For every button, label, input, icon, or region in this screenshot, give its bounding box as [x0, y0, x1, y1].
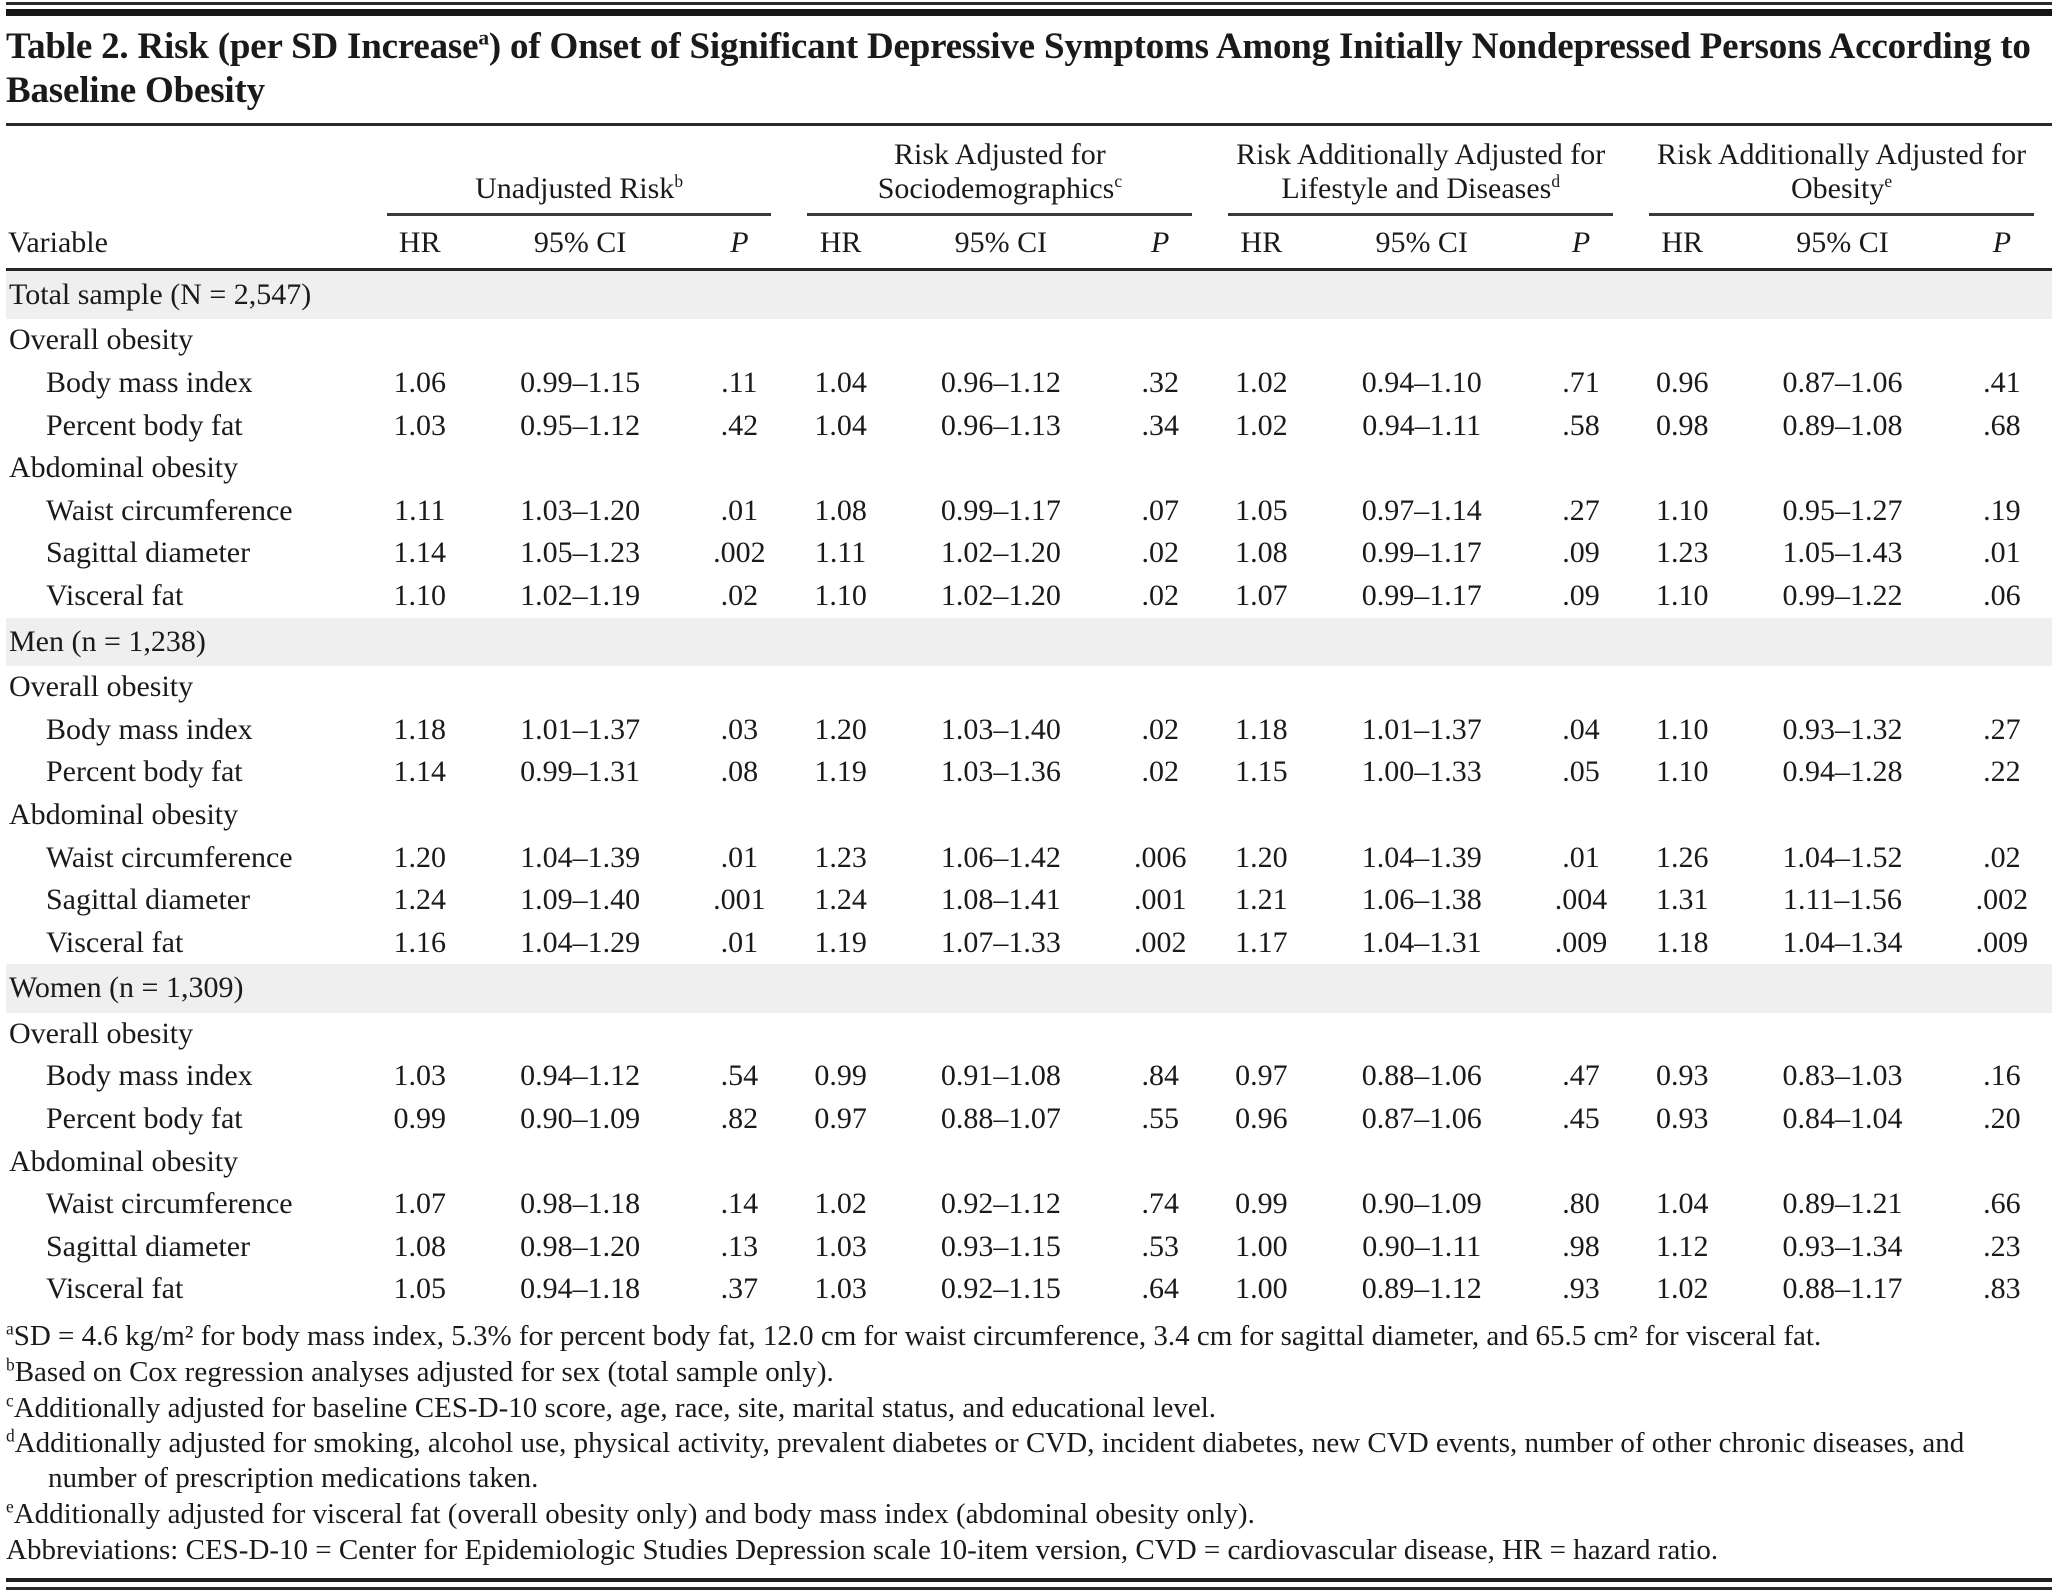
- column-header-p: P: [1531, 216, 1631, 270]
- subsection-header-row: [6, 319, 2052, 362]
- p-cell: .93: [1562, 1272, 1600, 1306]
- hr-cell: 1.07: [1235, 578, 1288, 612]
- p-cell: .01: [1983, 536, 2021, 570]
- column-header-hr: HR: [789, 216, 891, 270]
- hr-cell: 0.98: [1655, 408, 1709, 442]
- p-cell: .002: [1975, 883, 2029, 917]
- variable-label: Body mass index: [46, 712, 253, 746]
- ci-cell: 0.94–1.10: [1361, 365, 1482, 399]
- column-header-hr: HR: [1210, 216, 1312, 270]
- hr-cell: 1.21: [1235, 883, 1288, 917]
- ci-cell: 1.04–1.31: [1361, 925, 1482, 959]
- column-header-row: [6, 216, 2052, 270]
- p-cell: .006: [1133, 840, 1187, 874]
- column-header-variable: Variable: [6, 216, 369, 270]
- column-group-footnote-marker: e: [1884, 171, 1893, 192]
- subsection-label: Abdominal obesity: [9, 797, 239, 831]
- p-cell: .001: [713, 883, 766, 917]
- p-cell: .82: [720, 1102, 759, 1136]
- ci-cell: 1.06–1.38: [1361, 883, 1482, 917]
- hr-cell: 1.03: [814, 1229, 867, 1263]
- footnote-marker: c: [6, 1389, 14, 1410]
- p-cell: .34: [1141, 408, 1179, 442]
- ci-cell: 1.11–1.56: [1783, 883, 1902, 917]
- p-cell: .23: [1983, 1229, 2021, 1263]
- subsection-header-row: [6, 447, 2052, 490]
- abbreviations-note: [6, 1533, 2052, 1568]
- ci-cell: 0.87–1.06: [1361, 1102, 1482, 1136]
- p-cell: .002: [713, 536, 766, 570]
- p-cell: .13: [720, 1229, 759, 1263]
- footnote-text: Additionally adjusted for smoking, alcohol use, physical activity, prevalent diabetes or CVD, incident diabetes, new CVD events, number of other chronic diseases, and number of prescription medications taken.: [14, 1427, 1965, 1495]
- ci-cell: 1.04–1.34: [1782, 925, 1903, 959]
- ci-cell: 0.84–1.04: [1782, 1102, 1903, 1136]
- ci-cell: 0.93–1.34: [1782, 1229, 1903, 1263]
- risk-table: [6, 126, 2052, 1311]
- footnote-text: Additionally adjusted for baseline CES-D-10 score, age, race, site, marital status, and educational level.: [13, 1391, 1217, 1424]
- ci-cell: 0.90–1.09: [520, 1102, 641, 1136]
- hr-cell: 1.10: [1655, 578, 1709, 612]
- p-cell: .20: [1983, 1102, 2021, 1136]
- data-row: [6, 575, 2052, 618]
- p-cell: .01: [720, 493, 759, 527]
- hr-cell: 1.05: [1235, 493, 1288, 527]
- footnote-text: Based on Cox regression analyses adjusted for sex (total sample only).: [14, 1355, 834, 1388]
- ci-cell: 0.96–1.13: [940, 408, 1061, 442]
- ci-cell: 1.02–1.19: [520, 578, 641, 612]
- p-cell: .03: [720, 712, 759, 746]
- column-group-footnote-marker: d: [1551, 171, 1561, 192]
- variable-label: Percent body fat: [46, 755, 243, 789]
- p-cell: .07: [1141, 493, 1179, 527]
- hr-cell: 1.24: [814, 883, 867, 917]
- data-row: [6, 490, 2052, 533]
- ci-cell: 0.96–1.12: [940, 365, 1061, 399]
- ci-cell: 0.99–1.31: [520, 755, 641, 789]
- hr-cell: 1.10: [1655, 755, 1709, 789]
- p-cell: .01: [720, 925, 759, 959]
- data-row: [6, 405, 2052, 448]
- top-rule-thin: [6, 2, 2052, 5]
- p-cell: .04: [1562, 712, 1600, 746]
- p-cell: .27: [1983, 712, 2021, 746]
- variable-label: Sagittal diameter: [46, 1229, 251, 1263]
- hr-cell: 1.10: [1655, 493, 1709, 527]
- data-row: [6, 1183, 2052, 1226]
- hr-cell: 1.03: [393, 1059, 447, 1093]
- hr-cell: 1.06: [393, 365, 447, 399]
- p-cell: .66: [1983, 1187, 2021, 1221]
- p-cell: .002: [1133, 925, 1187, 959]
- hr-cell: 0.99: [1235, 1187, 1288, 1221]
- hr-cell: 0.99: [393, 1102, 447, 1136]
- subsection-label: Overall obesity: [9, 323, 194, 357]
- p-cell: .53: [1141, 1229, 1179, 1263]
- hr-cell: 1.08: [393, 1229, 447, 1263]
- hr-cell: 0.93: [1655, 1059, 1709, 1093]
- subsection-label: Abdominal obesity: [9, 451, 239, 485]
- ci-cell: 0.94–1.12: [520, 1059, 641, 1093]
- hr-cell: 1.00: [1235, 1229, 1288, 1263]
- column-group-obesity: [1631, 126, 2052, 216]
- p-cell: .27: [1562, 493, 1600, 527]
- section-label: Men (n = 1,238): [6, 618, 2052, 667]
- p-cell: .55: [1141, 1102, 1179, 1136]
- hr-cell: 1.02: [1655, 1272, 1709, 1306]
- top-rule-thick: [6, 9, 2052, 16]
- p-cell: .37: [720, 1272, 759, 1306]
- hr-cell: 1.03: [814, 1272, 867, 1306]
- footnote-marker: d: [6, 1425, 15, 1446]
- variable-label: Waist circumference: [46, 1187, 293, 1221]
- ci-cell: 0.91–1.08: [940, 1059, 1061, 1093]
- column-group-label: Risk Additionally Adjusted for Obesity: [1656, 137, 2027, 206]
- hr-cell: 1.04: [814, 408, 867, 442]
- footnote-marker: e: [6, 1496, 14, 1517]
- ci-cell: 0.90–1.11: [1362, 1229, 1482, 1263]
- hr-cell: 1.23: [1655, 536, 1709, 570]
- footnote-text: SD = 4.6 kg/m² for body mass index, 5.3% for percent body fat, 12.0 cm for waist circumference, 3.4 cm for sagittal diameter, and 65.5 cm² for visceral fat.: [13, 1320, 1822, 1353]
- hr-cell: 1.10: [393, 578, 447, 612]
- p-cell: .001: [1133, 883, 1187, 917]
- ci-cell: 0.90–1.09: [1361, 1187, 1482, 1221]
- ci-cell: 0.94–1.28: [1782, 755, 1903, 789]
- data-row: [6, 1268, 2052, 1311]
- p-cell: .02: [1141, 712, 1179, 746]
- ci-cell: 1.01–1.37: [1361, 712, 1482, 746]
- p-cell: .02: [1141, 536, 1179, 570]
- p-cell: .06: [1983, 578, 2021, 612]
- ci-cell: 0.93–1.32: [1782, 712, 1903, 746]
- ci-cell: 1.04–1.39: [520, 840, 641, 874]
- hr-cell: 1.18: [1235, 712, 1288, 746]
- ci-cell: 0.89–1.21: [1782, 1187, 1903, 1221]
- hr-cell: 0.96: [1235, 1102, 1288, 1136]
- p-cell: .01: [1562, 840, 1600, 874]
- variable-label: Sagittal diameter: [46, 883, 251, 917]
- hr-cell: 1.05: [393, 1272, 447, 1306]
- p-cell: .32: [1141, 365, 1179, 399]
- ci-cell: 1.02–1.20: [940, 578, 1061, 612]
- variable-label: Sagittal diameter: [46, 536, 251, 570]
- footnotes: [6, 1319, 2052, 1568]
- data-row: [6, 922, 2052, 965]
- data-row: [6, 709, 2052, 752]
- section-header-row: [6, 618, 2052, 667]
- data-row: [6, 532, 2052, 575]
- subsection-header-row: [6, 794, 2052, 837]
- p-cell: .11: [721, 365, 758, 399]
- data-row: [6, 362, 2052, 405]
- hr-cell: 1.04: [814, 365, 867, 399]
- hr-cell: 0.96: [1655, 365, 1709, 399]
- column-header-hr: HR: [1631, 216, 1733, 270]
- subsection-label: Overall obesity: [9, 1016, 194, 1050]
- p-cell: .42: [720, 408, 759, 442]
- hr-cell: 1.23: [814, 840, 867, 874]
- ci-cell: 1.04–1.29: [520, 925, 641, 959]
- data-row: [6, 1098, 2052, 1141]
- hr-cell: 1.20: [814, 712, 867, 746]
- ci-cell: 0.95–1.27: [1782, 493, 1903, 527]
- section-header-row: [6, 269, 2052, 319]
- hr-cell: 1.02: [1235, 408, 1288, 442]
- table-body: [6, 269, 2052, 1311]
- ci-cell: 0.92–1.15: [940, 1272, 1061, 1306]
- column-group-label: Unadjusted Risk: [475, 172, 675, 206]
- hr-cell: 0.97: [814, 1102, 867, 1136]
- p-cell: .14: [720, 1187, 759, 1221]
- ci-cell: 0.99–1.22: [1782, 578, 1903, 612]
- ci-cell: 1.04–1.39: [1361, 840, 1482, 874]
- section-label: Total sample (N = 2,547): [6, 269, 2052, 319]
- variable-label: Waist circumference: [46, 493, 293, 527]
- ci-cell: 0.95–1.12: [520, 408, 641, 442]
- column-group-unadjusted: [369, 126, 790, 216]
- hr-cell: 1.02: [1235, 365, 1288, 399]
- p-cell: .68: [1983, 408, 2021, 442]
- p-cell: .45: [1562, 1102, 1600, 1136]
- p-cell: .74: [1141, 1187, 1179, 1221]
- ci-cell: 1.04–1.52: [1782, 840, 1903, 874]
- data-row: [6, 837, 2052, 880]
- paper-table-figure: [0, 2, 2058, 1566]
- variable-column-spacer: [6, 126, 369, 216]
- p-cell: .58: [1562, 408, 1600, 442]
- subsection-header-row: [6, 666, 2052, 709]
- p-cell: .02: [1141, 578, 1179, 612]
- hr-cell: 1.20: [393, 840, 447, 874]
- variable-label: Visceral fat: [46, 1272, 184, 1306]
- column-group-lifestyle-diseases: [1210, 126, 1631, 216]
- p-cell: .009: [1554, 925, 1608, 959]
- p-cell: .08: [720, 755, 759, 789]
- p-cell: .71: [1562, 365, 1600, 399]
- data-row: [6, 1226, 2052, 1269]
- ci-cell: 0.97–1.14: [1361, 493, 1482, 527]
- hr-cell: 1.19: [814, 925, 867, 959]
- subsection-header-row: [6, 1013, 2052, 1056]
- ci-cell: 0.98–1.20: [520, 1229, 641, 1263]
- hr-cell: 1.08: [1235, 536, 1288, 570]
- column-header-ci: 95% CI: [1312, 216, 1530, 270]
- ci-cell: 0.94–1.18: [520, 1272, 641, 1306]
- hr-cell: 1.14: [393, 536, 447, 570]
- variable-label: Body mass index: [46, 365, 253, 399]
- subsection-label: Overall obesity: [9, 670, 194, 704]
- ci-cell: 0.99–1.17: [940, 493, 1061, 527]
- hr-cell: 1.18: [1655, 925, 1709, 959]
- p-cell: .02: [1141, 755, 1179, 789]
- ci-cell: 1.00–1.33: [1361, 755, 1482, 789]
- table-title: [6, 25, 2052, 114]
- hr-cell: 1.12: [1655, 1229, 1709, 1263]
- hr-cell: 1.17: [1235, 925, 1288, 959]
- subsection-label: Abdominal obesity: [9, 1144, 239, 1178]
- ci-cell: 1.01–1.37: [520, 712, 641, 746]
- variable-label: Percent body fat: [46, 408, 243, 442]
- p-cell: .009: [1975, 925, 2029, 959]
- section-header-row: [6, 964, 2052, 1013]
- ci-cell: 1.03–1.20: [520, 493, 641, 527]
- column-header-ci: 95% CI: [471, 216, 689, 270]
- p-cell: .09: [1562, 536, 1600, 570]
- hr-cell: 1.10: [1655, 712, 1709, 746]
- hr-cell: 1.19: [814, 755, 867, 789]
- hr-cell: 1.15: [1235, 755, 1288, 789]
- hr-cell: 1.11: [814, 536, 867, 570]
- variable-label: Body mass index: [46, 1059, 253, 1093]
- hr-cell: 1.08: [814, 493, 867, 527]
- p-cell: .47: [1562, 1059, 1600, 1093]
- p-cell: .84: [1141, 1059, 1179, 1093]
- ci-cell: 0.89–1.08: [1782, 408, 1903, 442]
- column-group-label: Risk Adjusted for Sociodemographics: [877, 137, 1115, 206]
- table-title-text: Table 2. Risk (per SD Increase: [6, 26, 479, 67]
- p-cell: .01: [720, 840, 759, 874]
- column-group-footnote-marker: b: [674, 171, 684, 192]
- hr-cell: 0.99: [814, 1059, 867, 1093]
- hr-cell: 0.93: [1655, 1102, 1709, 1136]
- subsection-header-row: [6, 1141, 2052, 1184]
- hr-cell: 1.18: [393, 712, 447, 746]
- hr-cell: 1.02: [814, 1187, 867, 1221]
- ci-cell: 1.05–1.43: [1782, 536, 1903, 570]
- hr-cell: 1.07: [393, 1187, 447, 1221]
- ci-cell: 1.05–1.23: [520, 536, 641, 570]
- hr-cell: 0.97: [1235, 1059, 1288, 1093]
- table-title-rest: ) of Onset of Significant Depressive Symptoms Among Initially Nondepressed Persons According to Baseline Obesity: [6, 26, 2031, 112]
- hr-cell: 1.03: [393, 408, 447, 442]
- ci-cell: 0.99–1.17: [1361, 578, 1482, 612]
- hr-cell: 1.31: [1655, 883, 1709, 917]
- hr-cell: 1.26: [1655, 840, 1709, 874]
- data-row: [6, 1055, 2052, 1098]
- hr-cell: 1.20: [1235, 840, 1288, 874]
- bottom-rule-thick: [6, 1578, 2052, 1582]
- data-row: [6, 879, 2052, 922]
- p-cell: .83: [1983, 1272, 2021, 1306]
- column-group-sociodemographics: [789, 126, 1210, 216]
- column-group-label: Risk Additionally Adjusted for Lifestyle and Diseases: [1236, 137, 1606, 206]
- column-header-ci: 95% CI: [892, 216, 1110, 270]
- ci-cell: 0.87–1.06: [1782, 365, 1903, 399]
- column-group-footnote-marker: c: [1114, 171, 1123, 192]
- ci-cell: 1.07–1.33: [940, 925, 1061, 959]
- variable-label: Visceral fat: [46, 925, 184, 959]
- title-footnote-marker: a: [478, 25, 489, 50]
- footnote-b: [6, 1355, 2052, 1390]
- p-cell: .05: [1562, 755, 1600, 789]
- ci-cell: 0.99–1.15: [520, 365, 641, 399]
- ci-cell: 0.88–1.06: [1361, 1059, 1482, 1093]
- ci-cell: 1.08–1.41: [940, 883, 1061, 917]
- ci-cell: 0.98–1.18: [520, 1187, 641, 1221]
- footnote-marker: a: [6, 1318, 14, 1339]
- p-cell: .54: [720, 1059, 759, 1093]
- footnote-d: [6, 1426, 2052, 1496]
- footnote-text: Abbreviations: CES-D-10 = Center for Epidemiologic Studies Depression scale 10-item version, CVD = cardiovascular disease, HR = hazard ratio.: [6, 1533, 1719, 1566]
- p-cell: .19: [1983, 493, 2021, 527]
- column-header-ci: 95% CI: [1733, 216, 1951, 270]
- p-cell: .16: [1983, 1059, 2021, 1093]
- p-cell: .64: [1141, 1272, 1179, 1306]
- data-row: [6, 751, 2052, 794]
- p-cell: .02: [720, 578, 759, 612]
- ci-cell: 1.06–1.42: [940, 840, 1061, 874]
- ci-cell: 1.09–1.40: [520, 883, 641, 917]
- column-group-header-row: [6, 126, 2052, 216]
- column-header-p: P: [689, 216, 789, 270]
- p-cell: .80: [1562, 1187, 1600, 1221]
- p-cell: .22: [1983, 755, 2021, 789]
- hr-cell: 1.24: [393, 883, 447, 917]
- footnote-a: [6, 1319, 2052, 1354]
- hr-cell: 1.00: [1235, 1272, 1288, 1306]
- hr-cell: 1.14: [393, 755, 447, 789]
- hr-cell: 1.04: [1655, 1187, 1709, 1221]
- ci-cell: 1.02–1.20: [940, 536, 1061, 570]
- p-cell: .09: [1562, 578, 1600, 612]
- column-header-hr: HR: [369, 216, 471, 270]
- hr-cell: 1.16: [393, 925, 447, 959]
- variable-label: Waist circumference: [46, 840, 293, 874]
- section-label: Women (n = 1,309): [6, 964, 2052, 1013]
- variable-label: Visceral fat: [46, 578, 184, 612]
- hr-cell: 1.11: [394, 493, 446, 527]
- ci-cell: 1.03–1.40: [940, 712, 1061, 746]
- p-cell: .004: [1554, 883, 1608, 917]
- footnote-marker: b: [6, 1354, 15, 1375]
- p-cell: .02: [1983, 840, 2021, 874]
- column-header-p: P: [1110, 216, 1210, 270]
- ci-cell: 0.89–1.12: [1361, 1272, 1482, 1306]
- ci-cell: 1.03–1.36: [940, 755, 1061, 789]
- ci-cell: 0.93–1.15: [940, 1229, 1061, 1263]
- bottom-rule-thin: [6, 1587, 2052, 1590]
- ci-cell: 0.88–1.07: [940, 1102, 1061, 1136]
- hr-cell: 1.10: [814, 578, 867, 612]
- ci-cell: 0.99–1.17: [1361, 536, 1482, 570]
- p-cell: .98: [1562, 1229, 1600, 1263]
- ci-cell: 0.94–1.11: [1362, 408, 1482, 442]
- ci-cell: 0.83–1.03: [1782, 1059, 1903, 1093]
- column-header-p: P: [1952, 216, 2052, 270]
- footnote-e: [6, 1497, 2052, 1532]
- ci-cell: 0.92–1.12: [940, 1187, 1061, 1221]
- footnote-c: [6, 1391, 2052, 1426]
- variable-label: Percent body fat: [46, 1102, 243, 1136]
- ci-cell: 0.88–1.17: [1782, 1272, 1903, 1306]
- footnote-text: Additionally adjusted for visceral fat (overall obesity only) and body mass index (abdominal obesity only).: [13, 1498, 1255, 1531]
- p-cell: .41: [1983, 365, 2021, 399]
